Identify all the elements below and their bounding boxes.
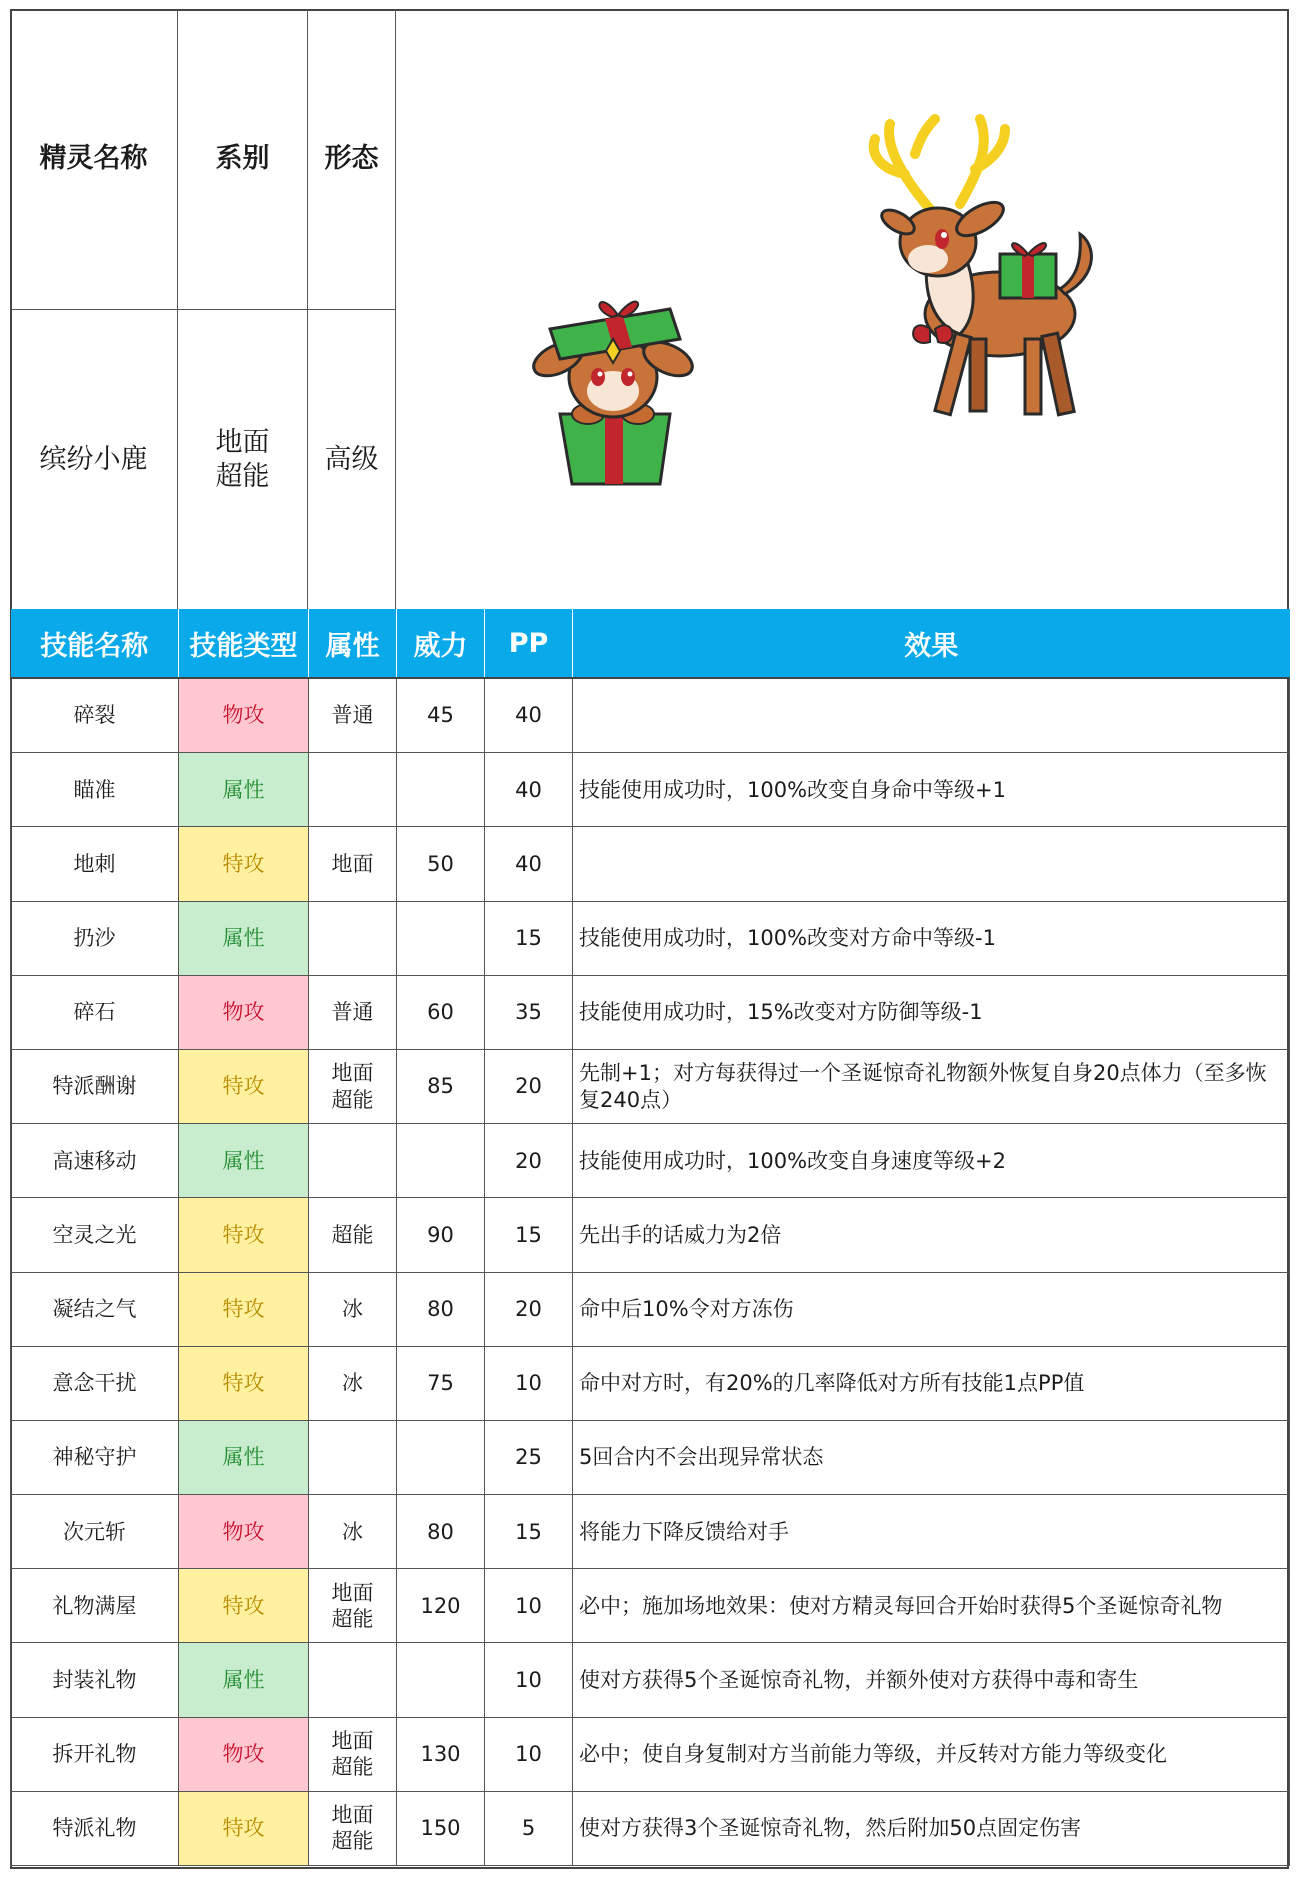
skill-name-cell: 特派礼物 (11, 1791, 179, 1865)
table-row (11, 975, 1290, 1049)
skill-attribute-cell (309, 1272, 397, 1346)
skill-name-cell: 碎裂 (11, 678, 179, 753)
adult-deer-image (860, 114, 1100, 424)
skill-name-cell: 意念干扰 (11, 1346, 179, 1420)
attribute-line: 超能 (331, 1222, 374, 1247)
skill-type-cell: 物攻 (179, 975, 309, 1049)
skill-pp-cell: 10 (485, 1643, 573, 1717)
skill-name-cell: 扔沙 (11, 901, 179, 975)
baby-deer-gift-box-image (520, 289, 720, 499)
skill-name-cell: 地刺 (11, 827, 179, 901)
table-row (11, 901, 1290, 975)
skill-pp-cell: 15 (485, 1198, 573, 1272)
column-header-skill-name: 技能名称 (11, 609, 179, 678)
table-row (11, 1346, 1290, 1420)
divider (395, 9, 396, 609)
skill-attribute-cell (309, 827, 397, 901)
skill-pp-cell: 20 (485, 1272, 573, 1346)
skill-effect-cell: 先制+1；对方每获得过一个圣诞惊奇礼物额外恢复自身20点体力（至多恢复240点） (573, 1049, 1290, 1123)
skill-pp-cell: 15 (485, 1495, 573, 1569)
skill-pp-cell: 40 (485, 827, 573, 901)
skills-table (10, 609, 1290, 1866)
skill-name-cell: 高速移动 (11, 1124, 179, 1198)
skill-effect-cell: 5回合内不会出现异常状态 (573, 1420, 1290, 1494)
skill-type-cell: 特攻 (179, 827, 309, 901)
header-form: 形态 (324, 143, 379, 175)
skill-pp-cell: 40 (485, 678, 573, 753)
table-row (11, 1643, 1290, 1717)
skill-attribute-cell (309, 678, 397, 753)
skill-power-cell: 60 (397, 975, 485, 1049)
skill-power-cell (397, 753, 485, 827)
skill-pp-cell: 10 (485, 1346, 573, 1420)
skill-power-cell: 120 (397, 1569, 485, 1643)
skill-power-cell: 45 (397, 678, 485, 753)
skill-type-cell: 属性 (179, 1420, 309, 1494)
header-pet-name: 精灵名称 (39, 143, 148, 175)
skill-effect-cell: 必中；施加场地效果：使对方精灵每回合开始时获得5个圣诞惊奇礼物 (573, 1569, 1290, 1643)
skill-pp-cell: 35 (485, 975, 573, 1049)
skill-power-cell: 80 (397, 1495, 485, 1569)
table-row (11, 827, 1290, 901)
column-header-effect: 效果 (573, 609, 1290, 678)
table-row (11, 1198, 1290, 1272)
skill-type-cell: 特攻 (179, 1049, 309, 1123)
skill-name-cell: 凝结之气 (11, 1272, 179, 1346)
skill-attribute-cell (309, 975, 397, 1049)
skill-power-cell: 75 (397, 1346, 485, 1420)
skill-pp-cell: 40 (485, 753, 573, 827)
header-element: 系别 (215, 143, 270, 175)
skill-pp-cell: 5 (485, 1791, 573, 1865)
skill-attribute-cell (309, 1346, 397, 1420)
skill-type-cell: 特攻 (179, 1569, 309, 1643)
attribute-line: 普通 (331, 703, 374, 728)
pet-name-value: 缤纷小鹿 (39, 443, 148, 475)
attribute-line: 冰 (342, 1519, 363, 1544)
attribute-line: 地面 (331, 1728, 374, 1753)
skill-attribute-cell (309, 1049, 397, 1123)
skill-pp-cell: 15 (485, 901, 573, 975)
skill-name-cell: 神秘守护 (11, 1420, 179, 1494)
skill-effect-cell: 使对方获得5个圣诞惊奇礼物，并额外使对方获得中毒和寄生 (573, 1643, 1290, 1717)
skill-power-cell (397, 1420, 485, 1494)
skill-type-cell: 属性 (179, 1124, 309, 1198)
pet-info-block (10, 9, 1289, 609)
skill-pp-cell: 20 (485, 1124, 573, 1198)
skill-name-cell: 封装礼物 (11, 1643, 179, 1717)
element-line: 超能 (215, 460, 270, 492)
skill-name-cell: 礼物满屋 (11, 1569, 179, 1643)
skill-effect-cell (573, 827, 1290, 901)
pet-form-value: 高级 (324, 443, 379, 475)
attribute-line: 地面 (331, 1803, 374, 1828)
attribute-line: 超能 (331, 1755, 374, 1780)
skills-table-body (11, 678, 1290, 1866)
skill-attribute-cell (309, 1495, 397, 1569)
skill-effect-cell: 命中对方时，有20%的几率降低对方所有技能1点PP值 (573, 1346, 1290, 1420)
attribute-line: 冰 (342, 1371, 363, 1396)
skill-effect-cell: 技能使用成功时，100%改变自身命中等级+1 (573, 753, 1290, 827)
attribute-line: 冰 (342, 1296, 363, 1321)
pet-element-value (178, 310, 307, 609)
attribute-line: 地面 (331, 1061, 374, 1086)
column-header-attribute: 属性 (309, 609, 397, 678)
attribute-line: 普通 (331, 1000, 374, 1025)
skill-effect-cell: 命中后10%令对方冻伤 (573, 1272, 1290, 1346)
skill-type-cell: 属性 (179, 753, 309, 827)
skill-type-cell: 特攻 (179, 1791, 309, 1865)
skill-type-cell: 物攻 (179, 678, 309, 753)
skill-effect-cell: 必中；使自身复制对方当前能力等级，并反转对方能力等级变化 (573, 1717, 1290, 1791)
table-row (11, 1272, 1290, 1346)
table-row (11, 753, 1290, 827)
skill-effect-cell: 技能使用成功时，100%改变对方命中等级-1 (573, 901, 1290, 975)
skill-pp-cell: 10 (485, 1717, 573, 1791)
attribute-line: 超能 (331, 1606, 374, 1631)
skill-power-cell: 80 (397, 1272, 485, 1346)
table-row (11, 678, 1290, 753)
table-row (11, 1420, 1290, 1494)
skill-name-cell: 瞄准 (11, 753, 179, 827)
skill-pp-cell: 10 (485, 1569, 573, 1643)
skill-attribute-cell (309, 1791, 397, 1865)
table-row (11, 1791, 1290, 1865)
skill-type-cell: 特攻 (179, 1272, 309, 1346)
skill-attribute-cell (309, 1717, 397, 1791)
skill-effect-cell (573, 678, 1290, 753)
skill-power-cell (397, 1643, 485, 1717)
attribute-line: 超能 (331, 1829, 374, 1854)
column-header-pp: PP (485, 609, 573, 678)
skill-attribute-cell (309, 1569, 397, 1643)
skill-type-cell: 物攻 (179, 1495, 309, 1569)
skill-type-cell: 特攻 (179, 1198, 309, 1272)
skill-attribute-cell (309, 1420, 397, 1494)
skill-power-cell: 85 (397, 1049, 485, 1123)
skill-type-cell: 属性 (179, 901, 309, 975)
skill-effect-cell: 使对方获得3个圣诞惊奇礼物，然后附加50点固定伤害 (573, 1791, 1290, 1865)
skill-pp-cell: 25 (485, 1420, 573, 1494)
skill-name-cell: 拆开礼物 (11, 1717, 179, 1791)
attribute-line: 地面 (331, 1580, 374, 1605)
skill-attribute-cell (309, 1643, 397, 1717)
skill-effect-cell: 先出手的话威力为2倍 (573, 1198, 1290, 1272)
skill-type-cell: 特攻 (179, 1346, 309, 1420)
skill-name-cell: 空灵之光 (11, 1198, 179, 1272)
skill-name-cell: 特派酬谢 (11, 1049, 179, 1123)
skill-effect-cell: 技能使用成功时，15%改变对方防御等级-1 (573, 975, 1290, 1049)
skill-name-cell: 碎石 (11, 975, 179, 1049)
skill-attribute-cell (309, 1124, 397, 1198)
skill-power-cell: 90 (397, 1198, 485, 1272)
skill-attribute-cell (309, 753, 397, 827)
skill-name-cell: 次元斩 (11, 1495, 179, 1569)
column-header-power: 威力 (397, 609, 485, 678)
skill-type-cell: 物攻 (179, 1717, 309, 1791)
skill-effect-cell: 技能使用成功时，100%改变自身速度等级+2 (573, 1124, 1290, 1198)
table-header-row (11, 609, 1290, 678)
skill-power-cell (397, 1124, 485, 1198)
skill-pp-cell: 20 (485, 1049, 573, 1123)
skill-type-cell: 属性 (179, 1643, 309, 1717)
skill-power-cell: 50 (397, 827, 485, 901)
table-row (11, 1049, 1290, 1123)
skill-attribute-cell (309, 1198, 397, 1272)
table-row (11, 1569, 1290, 1643)
column-header-skill-type: 技能类型 (179, 609, 309, 678)
table-row (11, 1717, 1290, 1791)
skill-power-cell: 150 (397, 1791, 485, 1865)
skill-power-cell (397, 901, 485, 975)
element-line: 地面 (215, 426, 270, 458)
table-row (11, 1124, 1290, 1198)
skill-attribute-cell (309, 901, 397, 975)
attribute-line: 超能 (331, 1087, 374, 1112)
table-row (11, 1495, 1290, 1569)
attribute-line: 地面 (331, 851, 374, 876)
skill-power-cell: 130 (397, 1717, 485, 1791)
skill-effect-cell: 将能力下降反馈给对手 (573, 1495, 1290, 1569)
